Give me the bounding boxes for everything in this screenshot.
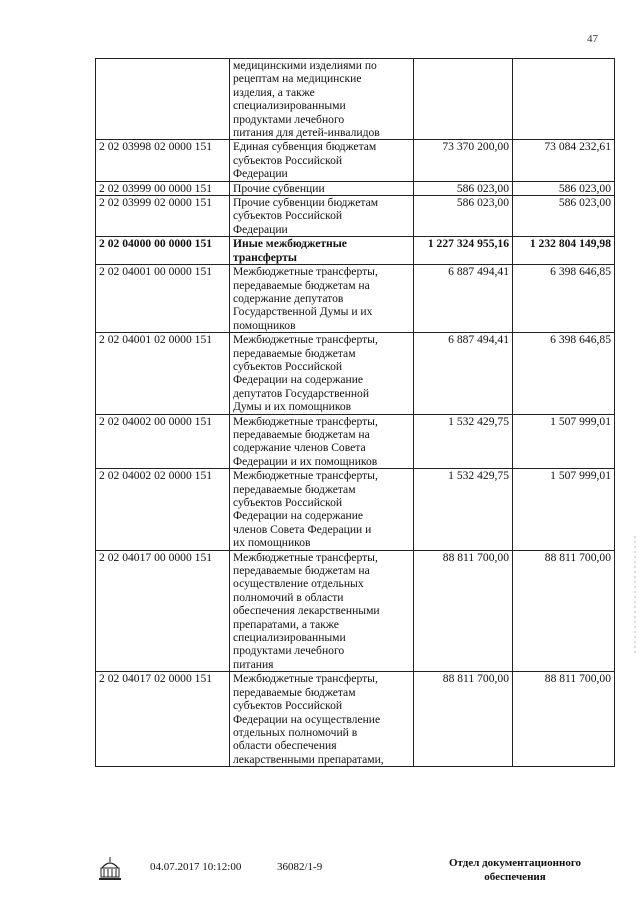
table-row [96,59,615,140]
row-description [230,196,414,237]
footer-department-line2: обеспечения [484,871,546,883]
description-line: продуктами лечебного [233,644,345,658]
description-line: Прочие субвенции [233,181,325,195]
row-code: 2 02 04000 00 0000 151 [96,237,230,265]
description-line: субъектов Российской [233,359,343,373]
description-line: Единая субвенция бюджетам [233,140,377,154]
description-line: медицинскими изделиями по [233,59,377,72]
row-value-plan: 1 227 324 955,16 [414,237,513,265]
row-description [230,140,414,181]
duma-building-icon [98,856,122,882]
description-line: Межбюджетные трансферты, [233,672,378,686]
table-row [96,237,615,265]
description-line: препаратами, а также [233,617,339,631]
row-code: 2 02 04001 00 0000 151 [96,265,230,333]
row-description [230,237,414,265]
row-description [230,469,414,550]
row-value-actual: 586 023,00 [513,196,615,237]
description-line: специализированными [233,99,346,113]
row-code: 2 02 03999 00 0000 151 [96,181,230,195]
footer-datetime: 04.07.2017 10:12:00 [150,861,242,873]
description-line: питания для детей-инвалидов [233,126,380,140]
footer-doc-number: 36082/1-9 [277,861,323,873]
table-row [96,140,615,181]
row-description [230,59,414,140]
row-value-plan: 1 532 429,75 [414,414,513,469]
row-code: 2 02 04002 00 0000 151 [96,414,230,469]
row-value-plan: 88 811 700,00 [414,672,513,767]
row-value-actual: 88 811 700,00 [513,550,615,672]
description-line: членов Совета Федерации и [233,522,372,536]
row-value-actual: 73 084 232,61 [513,140,615,181]
description-line: специализированными [233,631,346,645]
row-value-plan: 586 023,00 [414,181,513,195]
row-code: 2 02 04001 02 0000 151 [96,333,230,414]
description-line: их помощников [233,536,311,550]
row-value-actual: 1 507 999,01 [513,469,615,550]
description-line: Межбюджетные трансферты, [233,550,378,564]
description-line: Думы и их помощников [233,400,352,414]
row-description [230,181,414,195]
footer-department [440,856,590,884]
row-description [230,672,414,767]
row-value-plan: 73 370 200,00 [414,140,513,181]
description-line: передаваемые бюджетам на [233,278,370,292]
description-line: депутатов Государственной [233,386,370,400]
row-code: 2 02 03998 02 0000 151 [96,140,230,181]
row-description [230,550,414,672]
row-value-plan: 6 887 494,41 [414,265,513,333]
row-value-actual: 1 232 804 149,98 [513,237,615,265]
description-line: Федерации и их помощников [233,454,378,468]
description-line: субъектов Российской [233,496,343,509]
description-line: трансферты [233,250,297,264]
description-line: обеспечения лекарственными [233,604,380,618]
budget-table [95,58,615,767]
table-row [96,469,615,550]
description-line: содержание депутатов [233,291,344,305]
description-line: Межбюджетные трансферты, [233,414,378,428]
row-description [230,414,414,469]
row-value-plan: 1 532 429,75 [414,469,513,550]
description-line: рецептам на медицинские [233,72,362,86]
description-line: отдельных полномочий в [233,725,358,739]
description-line: области обеспечения [233,739,337,753]
description-line: Межбюджетные трансферты, [233,469,378,483]
row-code: 2 02 03999 02 0000 151 [96,196,230,237]
row-code: 2 02 04017 00 0000 151 [96,550,230,672]
description-line: Прочие субвенции бюджетам [233,196,379,210]
description-line: Федерации [233,222,288,236]
description-line: полномочий в области [233,590,344,604]
description-line: субъектов Российской [233,699,343,713]
description-line: питания [233,657,274,671]
description-line: содержание членов Совета [233,441,366,455]
description-line: помощников [233,318,296,332]
description-line: осуществление отдельных [233,577,364,591]
row-value-actual: 6 398 646,85 [513,333,615,414]
description-line: Межбюджетные трансферты, [233,265,378,279]
row-value-actual: 6 398 646,85 [513,265,615,333]
table-row [96,181,615,195]
description-line: передаваемые бюджетам [233,482,356,496]
description-line: субъектов Российской [233,209,343,223]
row-value-plan [414,59,513,140]
page-footer [0,852,640,892]
description-line: Иные межбюджетные [233,237,347,251]
page-number: 47 [587,33,598,45]
row-code: 2 02 04017 02 0000 151 [96,672,230,767]
description-line: продуктами лечебного [233,112,345,126]
description-line: субъектов Российской [233,153,343,167]
description-line: изделия, а также [233,85,315,99]
description-line: передаваемые бюджетам [233,685,356,699]
footer-department-line1: Отдел документационного [448,857,582,869]
row-value-actual: 1 507 999,01 [513,414,615,469]
row-description [230,265,414,333]
budget-table-body [96,59,615,767]
description-line: передаваемые бюджетам на [233,427,370,441]
description-line: передаваемые бюджетам на [233,564,370,578]
table-row [96,196,615,237]
margin-mark [633,536,637,656]
row-value-actual: 586 023,00 [513,181,615,195]
row-value-actual: 88 811 700,00 [513,672,615,767]
row-value-plan: 88 811 700,00 [414,550,513,672]
description-line: Федерации [233,167,288,181]
description-line: Федерации на осуществление [233,712,381,726]
description-line: лекарственными препаратами, [233,752,384,766]
table-row [96,550,615,672]
table-row [96,672,615,767]
table-row [96,265,615,333]
row-value-actual [513,59,615,140]
row-code: 2 02 04002 02 0000 151 [96,469,230,550]
row-value-plan: 586 023,00 [414,196,513,237]
table-row [96,333,615,414]
row-description [230,333,414,414]
table-row [96,414,615,469]
description-line: Государственной Думы и их [233,305,373,319]
row-value-plan: 6 887 494,41 [414,333,513,414]
description-line: Межбюджетные трансферты, [233,333,378,347]
description-line: Федерации на содержание [233,373,364,387]
description-line: передаваемые бюджетам [233,346,356,360]
description-line: Федерации на содержание [233,509,364,523]
row-code [96,59,230,140]
